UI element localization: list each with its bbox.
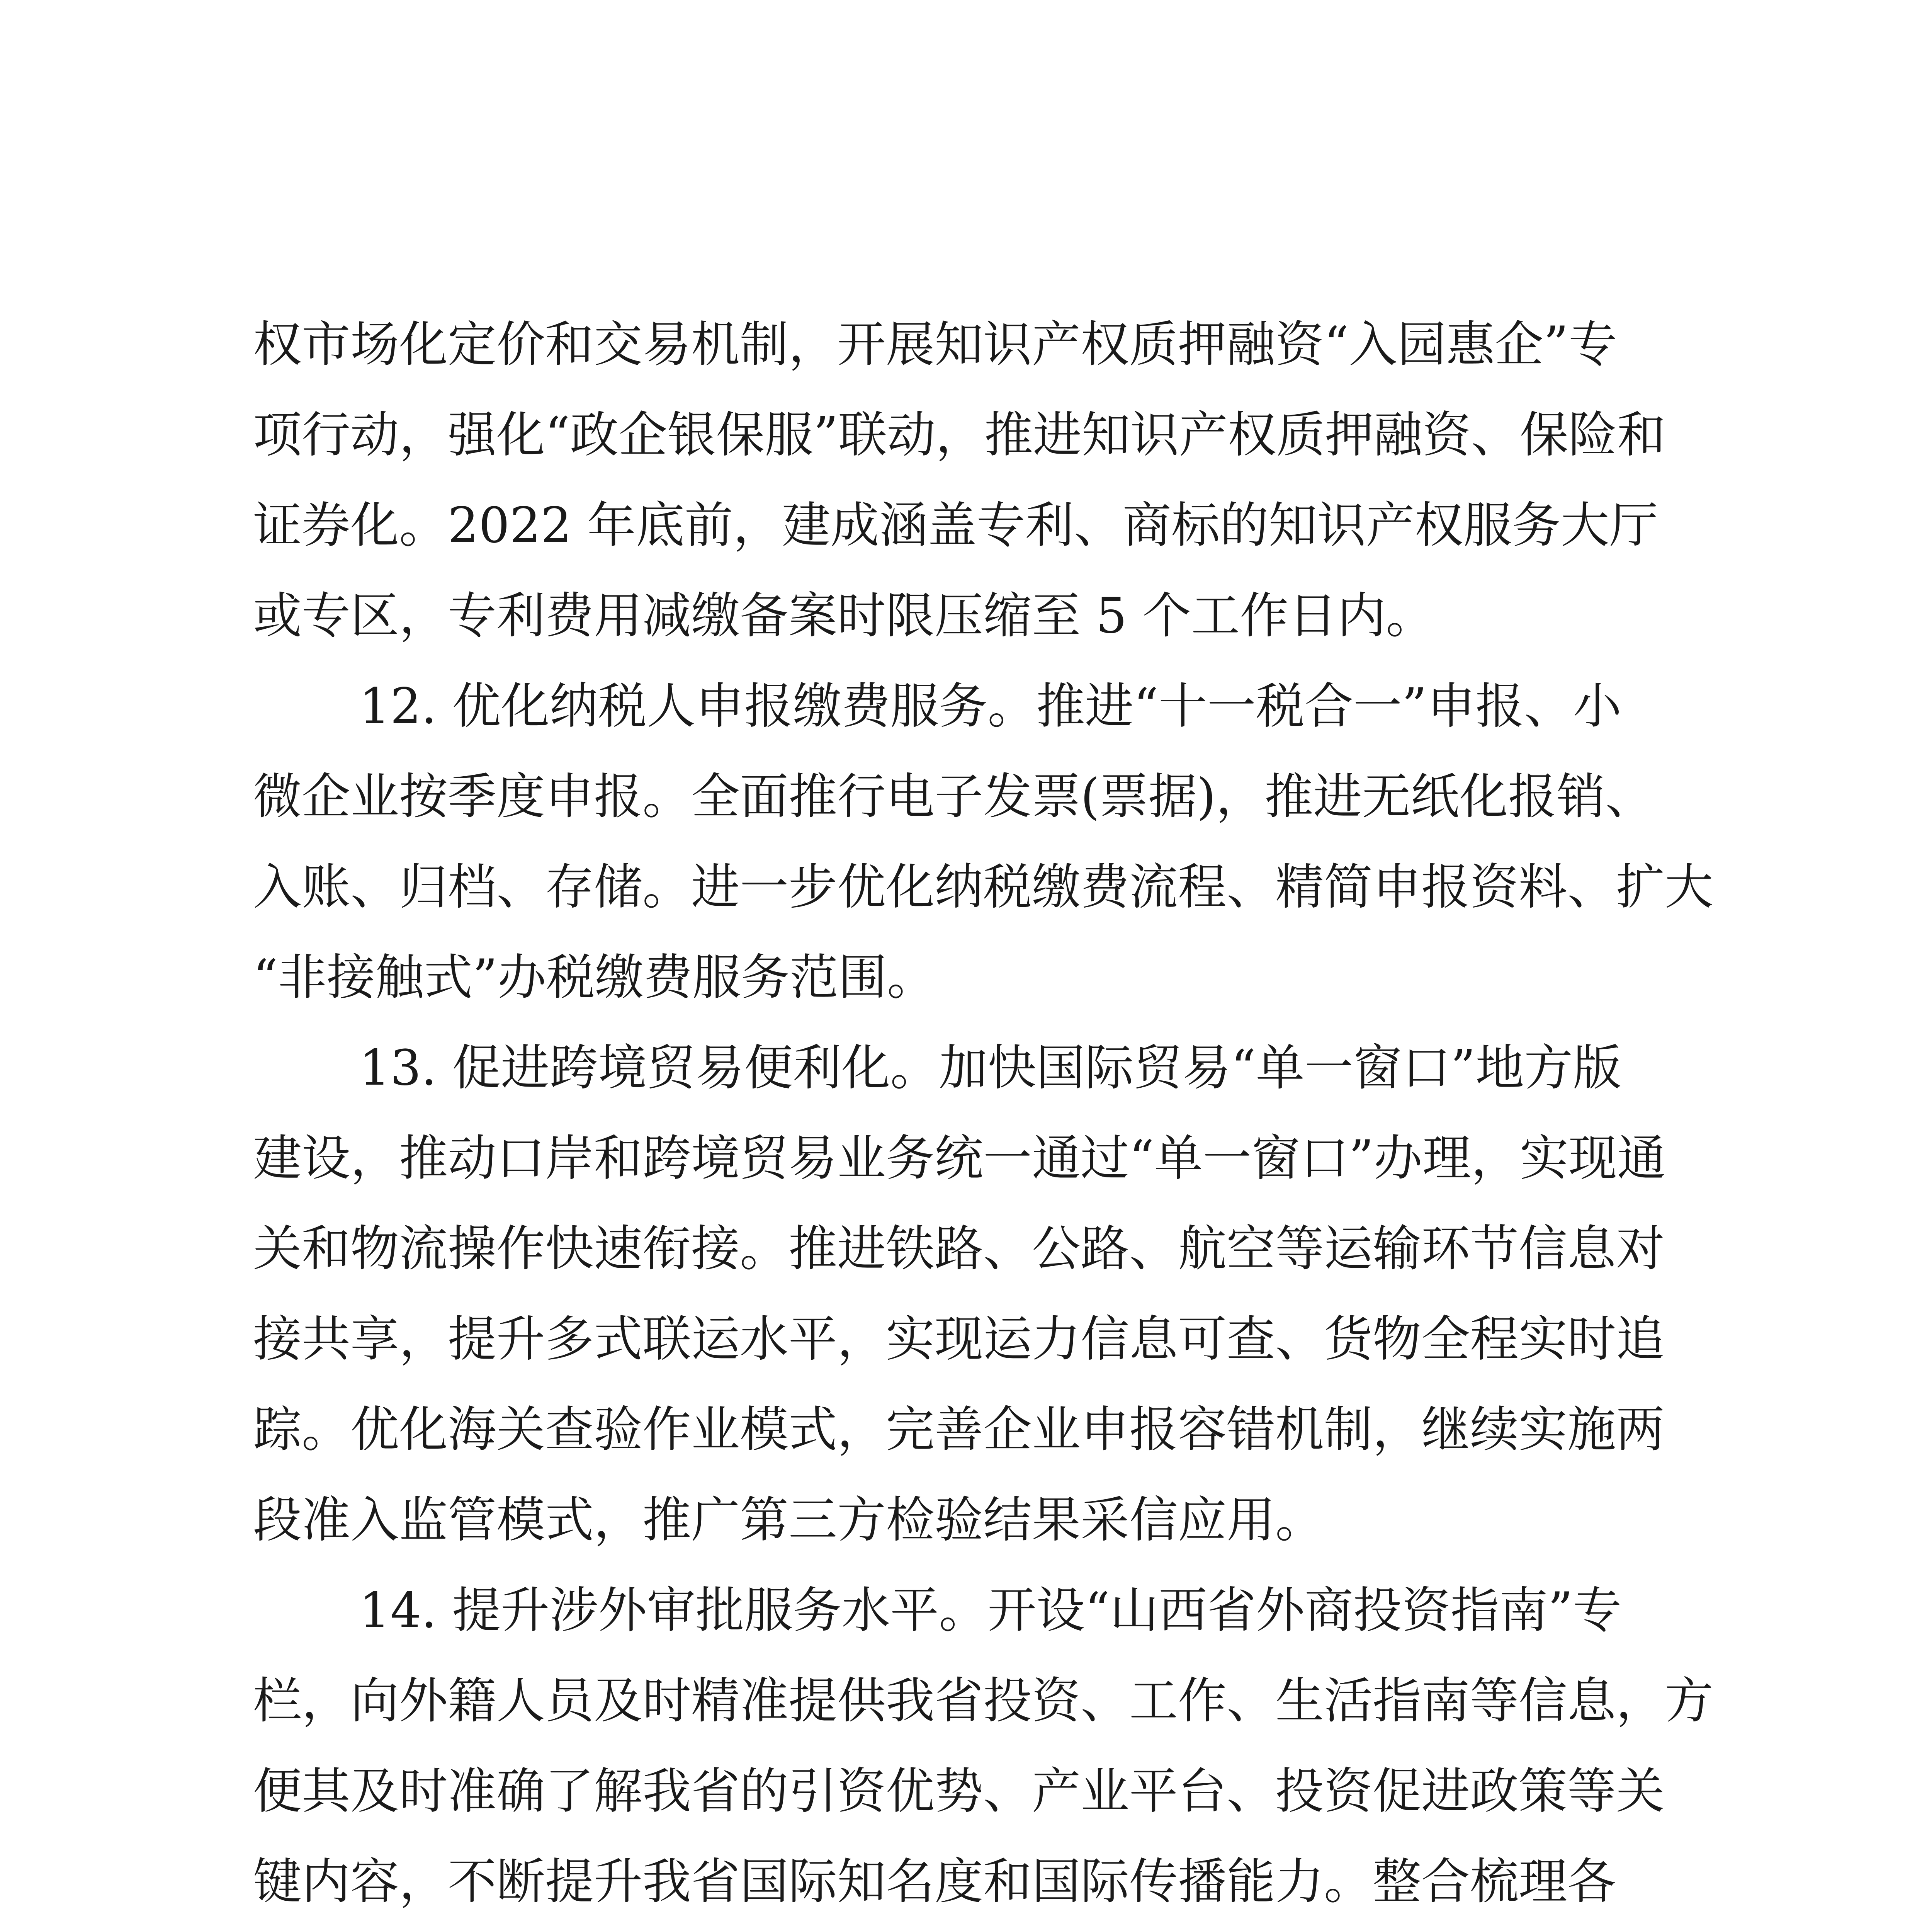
paragraph-12-start: 12. 优化纳税人申报缴费服务。推进“十一税合一”申报、小 xyxy=(359,678,1622,735)
text-line: “非接触式”办税缴费服务范围。 xyxy=(253,949,936,1006)
text-line: 权市场化定价和交易机制，开展知识产权质押融资“入园惠企”专 xyxy=(253,316,1617,373)
text-line: 段准入监管模式，推广第三方检验结果采信应用。 xyxy=(253,1492,1324,1548)
text-line: 关和物流操作快速衔接。推进铁路、公路、航空等运输环节信息对 xyxy=(253,1220,1665,1277)
text-line: 便其及时准确了解我省的引资优势、产业平台、投资促进政策等关 xyxy=(253,1763,1665,1820)
text-line: 建设，推动口岸和跨境贸易业务统一通过“单一窗口”办理，实现通 xyxy=(253,1130,1666,1187)
text-line: 或专区，专利费用减缴备案时限压缩至 5 个工作日内。 xyxy=(253,587,1435,644)
text-line: 微企业按季度申报。全面推行电子发票(票据)，推进无纸化报销、 xyxy=(253,768,1654,825)
paragraph-13-start: 13. 促进跨境贸易便利化。加快国际贸易“单一窗口”地方版 xyxy=(359,1039,1622,1096)
body-text xyxy=(253,299,1713,1932)
paragraph-14-start: 14. 提升涉外审批服务水平。开设“山西省外商投资指南”专 xyxy=(359,1582,1622,1639)
text-line: 键内容，不断提升我省国际知名度和国际传播能力。整合梳理各 xyxy=(253,1853,1616,1910)
text-line xyxy=(253,1927,1659,1932)
text-line: 踪。优化海关查验作业模式，完善企业申报容错机制，继续实施两 xyxy=(253,1401,1665,1458)
text-line: 栏，向外籍人员及时精准提供我省投资、工作、生活指南等信息，方 xyxy=(253,1672,1713,1729)
text-line: 证券化。2022 年底前，建成涵盖专利、商标的知识产权服务大厅 xyxy=(253,497,1658,554)
text-line: 项行动，强化“政企银保服”联动，推进知识产权质押融资、保险和 xyxy=(253,406,1666,463)
text-line: 入账、归档、存储。进一步优化纳税缴费流程、精简申报资料、扩大 xyxy=(253,859,1713,915)
text-line: 接共享，提升多式联运水平，实现运力信息可查、货物全程实时追 xyxy=(253,1311,1665,1367)
